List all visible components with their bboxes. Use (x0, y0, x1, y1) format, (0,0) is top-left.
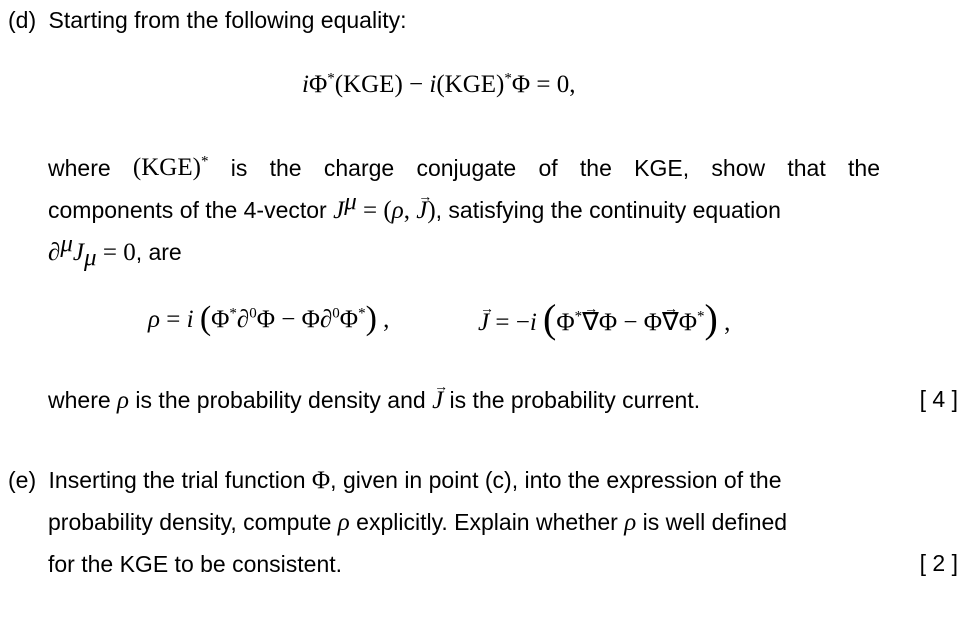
where-word: the (269, 155, 302, 181)
components-line: components of the 4-vector $J^\mu = (\rho$, J →), satisfying the continuity equation (48, 196, 781, 225)
where-word: where (48, 155, 111, 181)
where-word: that (787, 155, 826, 181)
part-e-line-2: probability density, compute ρ explicitly. Explain whether ρ is well defined (48, 509, 788, 536)
main-equation: iΦ*(KGE) − i(KGE)*Φ = 0, (302, 70, 576, 98)
where-word: charge (323, 155, 395, 181)
part-e-line-3: for the KGE to be consistent. (48, 551, 343, 577)
part-d-header (8, 6, 406, 34)
where-word: KGE, (634, 155, 690, 181)
where-line (48, 154, 880, 182)
where-word: of (538, 155, 558, 181)
part-d-marks: [ 4 ] (919, 386, 958, 412)
probability-line: where ρ is the probability density and J → is the probability current. (48, 386, 700, 415)
part-d-label: (d) (8, 7, 37, 33)
where-word: conjugate (416, 155, 517, 181)
where-word: the (848, 155, 880, 181)
part-d-intro: Starting from the following equality: (48, 7, 407, 33)
part-e-marks: [ 2 ] (919, 550, 958, 576)
where-word: the (579, 155, 612, 181)
part-e-label: (e) (8, 467, 37, 493)
where-word: (KGE)* (132, 153, 209, 181)
rho-equation: ρ = i (Φ*∂$^0$Φ − Φ∂$^0$Φ*) , (148, 300, 390, 337)
current-equation: J → = −i (Φ*∇ →Φ − Φ∇ →Φ*) , (478, 304, 730, 338)
where-word: show (711, 155, 766, 181)
part-e-line-1: (e) Inserting the trial function Φ, given in point (c), into the expression of the (8, 467, 782, 494)
continuity-line: $\partial^\mu J_\mu = 0$, are (48, 230, 182, 272)
where-word: is (230, 155, 248, 181)
